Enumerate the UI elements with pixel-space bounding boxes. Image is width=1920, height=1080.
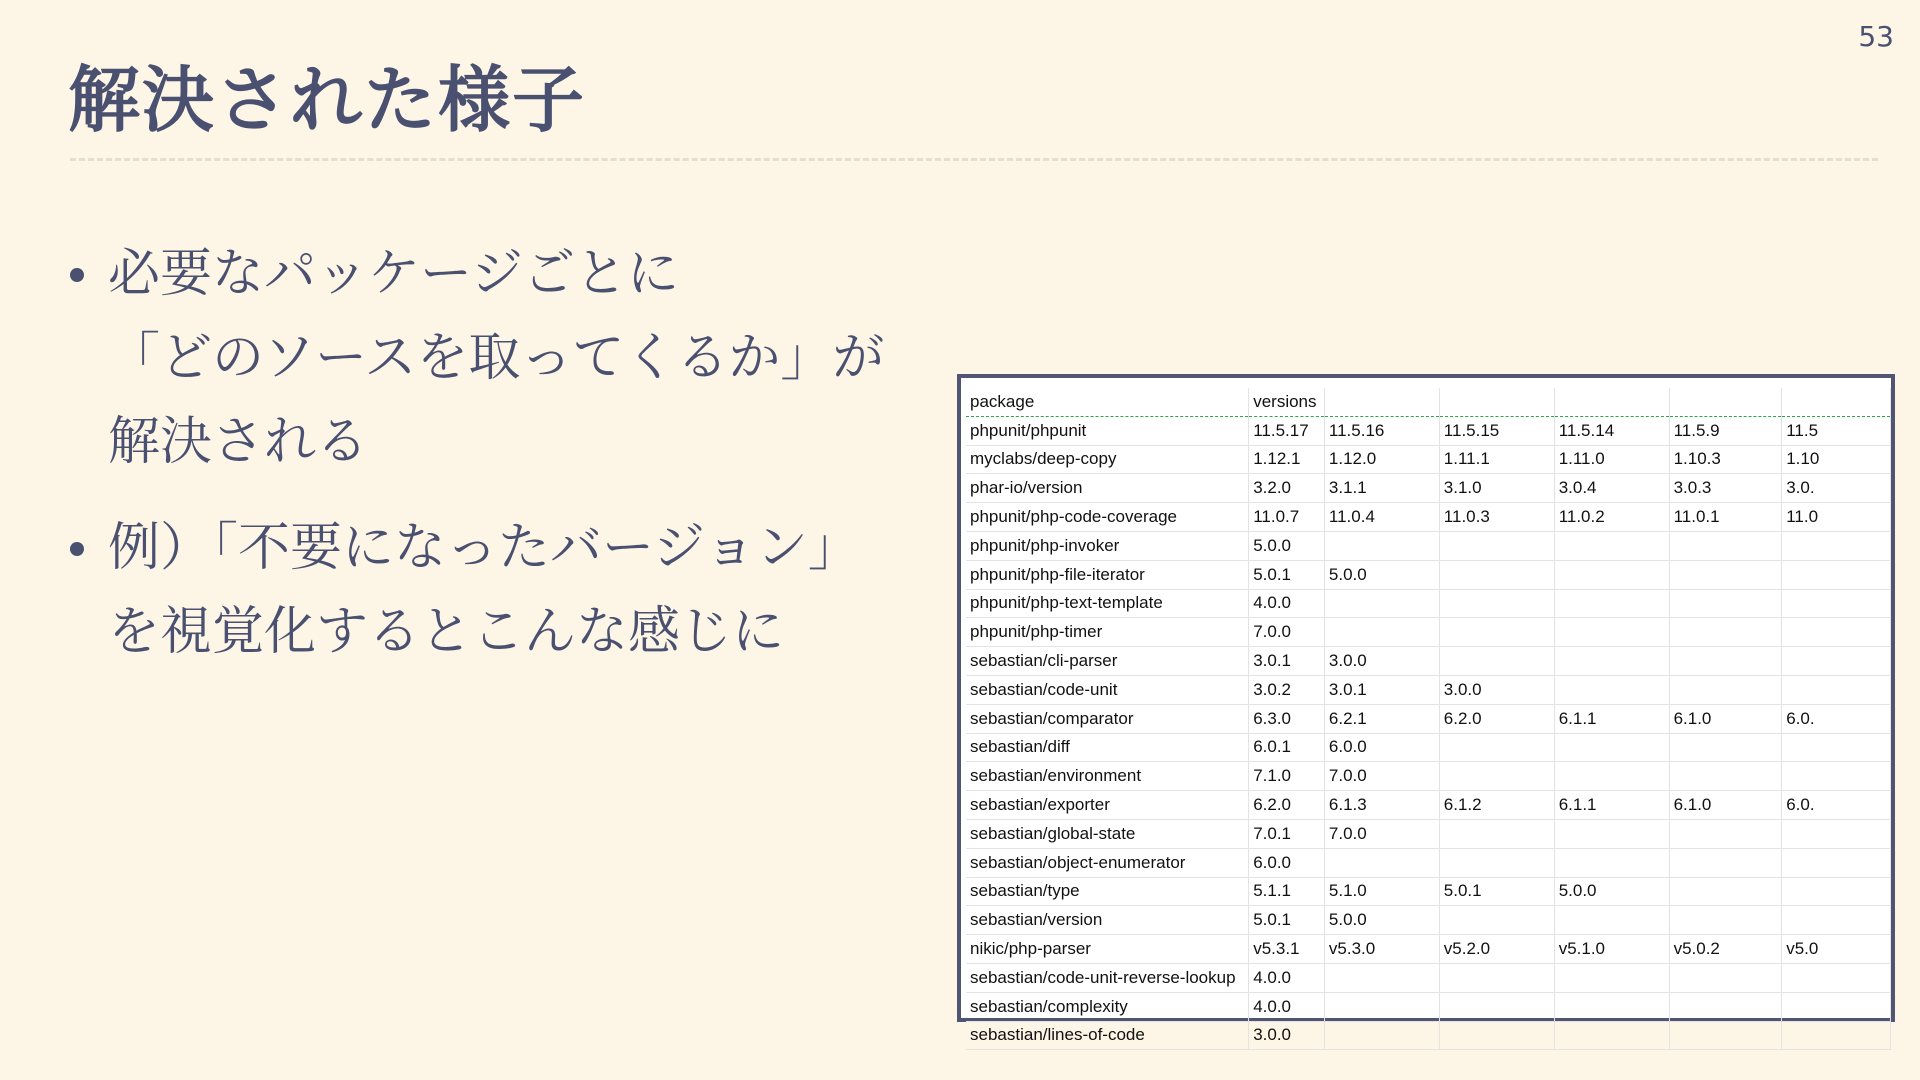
version-cell: 4.0.0 — [1249, 589, 1325, 618]
table-row — [966, 819, 1891, 848]
version-cell: 11.5.17 — [1249, 416, 1325, 445]
version-cell — [1782, 992, 1891, 1021]
version-cell: 3.0.0 — [1439, 675, 1554, 704]
version-cell — [1782, 618, 1891, 647]
version-cell: 6.2.0 — [1439, 704, 1554, 733]
table-row — [966, 416, 1891, 445]
spreadsheet-screenshot — [957, 374, 1895, 1045]
version-cell: 6.2.0 — [1249, 791, 1325, 820]
version-cell — [1554, 560, 1669, 589]
table-header-row — [966, 388, 1891, 416]
table-row — [966, 963, 1891, 992]
version-cell — [1782, 877, 1891, 906]
version-cell: v5.3.1 — [1249, 935, 1325, 964]
version-cell — [1324, 589, 1439, 618]
bullet-list — [68, 232, 968, 696]
table-row — [966, 618, 1891, 647]
version-cell — [1782, 963, 1891, 992]
version-cell — [1669, 733, 1782, 762]
version-cell — [1439, 589, 1554, 618]
version-cell: 6.0.0 — [1249, 848, 1325, 877]
package-cell: phpunit/php-file-iterator — [966, 560, 1249, 589]
version-cell — [1439, 906, 1554, 935]
version-cell — [1669, 819, 1782, 848]
version-cell: 6.2.1 — [1324, 704, 1439, 733]
version-cell: 7.1.0 — [1249, 762, 1325, 791]
bullet-text: 「どのソースを取ってくるか」が — [108, 328, 885, 388]
version-cell: 11.0.4 — [1324, 503, 1439, 532]
version-cell: 5.0.1 — [1249, 906, 1325, 935]
package-cell: phpunit/php-timer — [966, 618, 1249, 647]
version-cell — [1782, 848, 1891, 877]
version-cell — [1554, 992, 1669, 1021]
version-cell: 7.0.0 — [1324, 819, 1439, 848]
version-cell — [1782, 733, 1891, 762]
bullet-text: 必要なパッケージごとに — [108, 244, 679, 304]
version-cell: 5.0.0 — [1324, 906, 1439, 935]
table-row — [966, 1021, 1891, 1050]
version-cell — [1439, 992, 1554, 1021]
versions-table — [966, 388, 1891, 1050]
package-cell: phpunit/php-text-template — [966, 589, 1249, 618]
version-cell — [1554, 733, 1669, 762]
version-cell — [1324, 848, 1439, 877]
package-cell: sebastian/exporter — [966, 791, 1249, 820]
package-cell: sebastian/code-unit — [966, 675, 1249, 704]
version-cell — [1324, 1021, 1439, 1050]
title-divider — [70, 158, 1878, 161]
version-cell — [1439, 560, 1554, 589]
version-cell — [1782, 819, 1891, 848]
version-cell — [1439, 963, 1554, 992]
package-cell: sebastian/comparator — [966, 704, 1249, 733]
version-cell — [1782, 531, 1891, 560]
table-row — [966, 935, 1891, 964]
version-cell: 11.5.14 — [1554, 416, 1669, 445]
version-cell — [1782, 675, 1891, 704]
bullet-dot-icon — [70, 268, 84, 282]
package-cell: sebastian/environment — [966, 762, 1249, 791]
version-cell: 3.0.0 — [1249, 1021, 1325, 1050]
version-cell: 3.0.2 — [1249, 675, 1325, 704]
package-cell: myclabs/deep-copy — [966, 445, 1249, 474]
version-cell — [1669, 647, 1782, 676]
version-cell — [1439, 1021, 1554, 1050]
bullet-item — [68, 506, 968, 674]
table-header-cell — [1669, 388, 1782, 416]
version-cell: 6.0. — [1782, 704, 1891, 733]
slide-title: 解決された様子 — [68, 58, 587, 142]
version-cell: 5.1.0 — [1324, 877, 1439, 906]
version-cell: 5.0.0 — [1249, 531, 1325, 560]
package-cell: phpunit/phpunit — [966, 416, 1249, 445]
table-header-cell — [1782, 388, 1891, 416]
table-row — [966, 503, 1891, 532]
version-cell — [1439, 762, 1554, 791]
table-header-cell — [1439, 388, 1554, 416]
version-cell — [1554, 647, 1669, 676]
version-cell — [1554, 531, 1669, 560]
version-cell: 6.1.1 — [1554, 791, 1669, 820]
version-cell: 4.0.0 — [1249, 992, 1325, 1021]
version-cell — [1554, 1021, 1669, 1050]
package-cell: sebastian/code-unit-reverse-lookup — [966, 963, 1249, 992]
version-cell — [1554, 819, 1669, 848]
version-cell: v5.3.0 — [1324, 935, 1439, 964]
version-cell: 4.0.0 — [1249, 963, 1325, 992]
version-cell: 11.0.2 — [1554, 503, 1669, 532]
version-cell — [1782, 589, 1891, 618]
package-cell: sebastian/version — [966, 906, 1249, 935]
table-header-cell — [1554, 388, 1669, 416]
table-row — [966, 906, 1891, 935]
version-cell: 1.12.1 — [1249, 445, 1325, 474]
version-cell: 11.5 — [1782, 416, 1891, 445]
version-cell: 3.2.0 — [1249, 474, 1325, 503]
version-cell: 7.0.1 — [1249, 819, 1325, 848]
version-cell — [1439, 848, 1554, 877]
version-cell: 5.0.0 — [1554, 877, 1669, 906]
version-cell: 1.12.0 — [1324, 445, 1439, 474]
bullet-item — [68, 232, 968, 484]
table-row — [966, 791, 1891, 820]
version-cell — [1669, 560, 1782, 589]
table-row — [966, 589, 1891, 618]
version-cell: 3.0.1 — [1324, 675, 1439, 704]
version-cell: 6.1.2 — [1439, 791, 1554, 820]
version-cell: 1.10.3 — [1669, 445, 1782, 474]
version-cell — [1554, 618, 1669, 647]
version-cell — [1669, 675, 1782, 704]
version-cell: 1.10 — [1782, 445, 1891, 474]
version-cell — [1669, 848, 1782, 877]
version-cell: 6.0.1 — [1249, 733, 1325, 762]
version-cell: 5.0.1 — [1439, 877, 1554, 906]
package-cell: sebastian/cli-parser — [966, 647, 1249, 676]
version-cell: 11.0 — [1782, 503, 1891, 532]
version-cell: 6.1.0 — [1669, 704, 1782, 733]
version-cell — [1669, 963, 1782, 992]
version-cell — [1669, 992, 1782, 1021]
version-cell: 5.1.1 — [1249, 877, 1325, 906]
version-cell: 1.11.0 — [1554, 445, 1669, 474]
version-cell — [1554, 848, 1669, 877]
version-cell: 3.1.0 — [1439, 474, 1554, 503]
package-cell: sebastian/complexity — [966, 992, 1249, 1021]
version-cell: 6.0. — [1782, 791, 1891, 820]
version-cell: 3.1.1 — [1324, 474, 1439, 503]
version-cell — [1554, 675, 1669, 704]
version-cell: 11.0.1 — [1669, 503, 1782, 532]
table-row — [966, 733, 1891, 762]
package-cell: phpunit/php-code-coverage — [966, 503, 1249, 532]
version-cell — [1669, 618, 1782, 647]
version-cell: 5.0.0 — [1324, 560, 1439, 589]
package-cell: sebastian/lines-of-code — [966, 1021, 1249, 1050]
version-cell: 11.5.9 — [1669, 416, 1782, 445]
table-header-cell: versions — [1249, 388, 1325, 416]
package-cell: sebastian/object-enumerator — [966, 848, 1249, 877]
table-row — [966, 445, 1891, 474]
version-cell — [1669, 531, 1782, 560]
version-cell: 3.0.0 — [1324, 647, 1439, 676]
version-cell — [1439, 618, 1554, 647]
version-cell: 11.5.15 — [1439, 416, 1554, 445]
table-row — [966, 675, 1891, 704]
version-cell: 6.1.3 — [1324, 791, 1439, 820]
version-cell: 6.1.0 — [1669, 791, 1782, 820]
version-cell: v5.2.0 — [1439, 935, 1554, 964]
version-cell — [1782, 560, 1891, 589]
version-cell: 3.0.1 — [1249, 647, 1325, 676]
bullet-text: 例）「不要になったバージョン」 — [108, 518, 860, 578]
version-cell — [1669, 762, 1782, 791]
version-cell: 11.0.7 — [1249, 503, 1325, 532]
version-cell — [1439, 733, 1554, 762]
version-cell: 3.0.4 — [1554, 474, 1669, 503]
version-cell: 7.0.0 — [1324, 762, 1439, 791]
version-cell — [1782, 906, 1891, 935]
version-cell — [1324, 531, 1439, 560]
version-cell — [1554, 762, 1669, 791]
version-cell — [1554, 589, 1669, 618]
version-cell — [1554, 963, 1669, 992]
table-row — [966, 647, 1891, 676]
package-cell: phpunit/php-invoker — [966, 531, 1249, 560]
version-cell — [1782, 1021, 1891, 1050]
version-cell: 7.0.0 — [1249, 618, 1325, 647]
table-row — [966, 531, 1891, 560]
package-cell: sebastian/type — [966, 877, 1249, 906]
table-row — [966, 848, 1891, 877]
version-cell: 5.0.1 — [1249, 560, 1325, 589]
version-cell — [1782, 762, 1891, 791]
table-row — [966, 474, 1891, 503]
page-number: 53 — [1858, 20, 1894, 53]
version-cell: 3.0. — [1782, 474, 1891, 503]
version-cell: 11.5.16 — [1324, 416, 1439, 445]
package-cell: nikic/php-parser — [966, 935, 1249, 964]
table-row — [966, 560, 1891, 589]
package-cell: phar-io/version — [966, 474, 1249, 503]
table-header-cell: package — [966, 388, 1249, 416]
version-cell — [1669, 877, 1782, 906]
version-cell — [1439, 531, 1554, 560]
version-cell — [1554, 906, 1669, 935]
version-cell — [1439, 647, 1554, 676]
version-cell: 11.0.3 — [1439, 503, 1554, 532]
table-row — [966, 992, 1891, 1021]
package-cell: sebastian/diff — [966, 733, 1249, 762]
table-row — [966, 704, 1891, 733]
version-cell: 3.0.3 — [1669, 474, 1782, 503]
package-cell: sebastian/global-state — [966, 819, 1249, 848]
version-cell — [1669, 589, 1782, 618]
version-cell — [1669, 1021, 1782, 1050]
version-cell: 6.3.0 — [1249, 704, 1325, 733]
bullet-text: 解決される — [108, 412, 369, 472]
table-row — [966, 877, 1891, 906]
version-cell: 6.1.1 — [1554, 704, 1669, 733]
version-cell — [1782, 647, 1891, 676]
version-cell — [1324, 963, 1439, 992]
version-cell: v5.0 — [1782, 935, 1891, 964]
version-cell — [1669, 906, 1782, 935]
version-cell — [1439, 819, 1554, 848]
version-cell — [1324, 618, 1439, 647]
bullet-dot-icon — [70, 542, 84, 556]
table-row — [966, 762, 1891, 791]
version-cell: 6.0.0 — [1324, 733, 1439, 762]
table-header-cell — [1324, 388, 1439, 416]
version-cell: 1.11.1 — [1439, 445, 1554, 474]
bullet-text: を視覚化するとこんな感じに — [108, 602, 785, 662]
version-cell: v5.0.2 — [1669, 935, 1782, 964]
version-cell — [1324, 992, 1439, 1021]
version-cell: v5.1.0 — [1554, 935, 1669, 964]
